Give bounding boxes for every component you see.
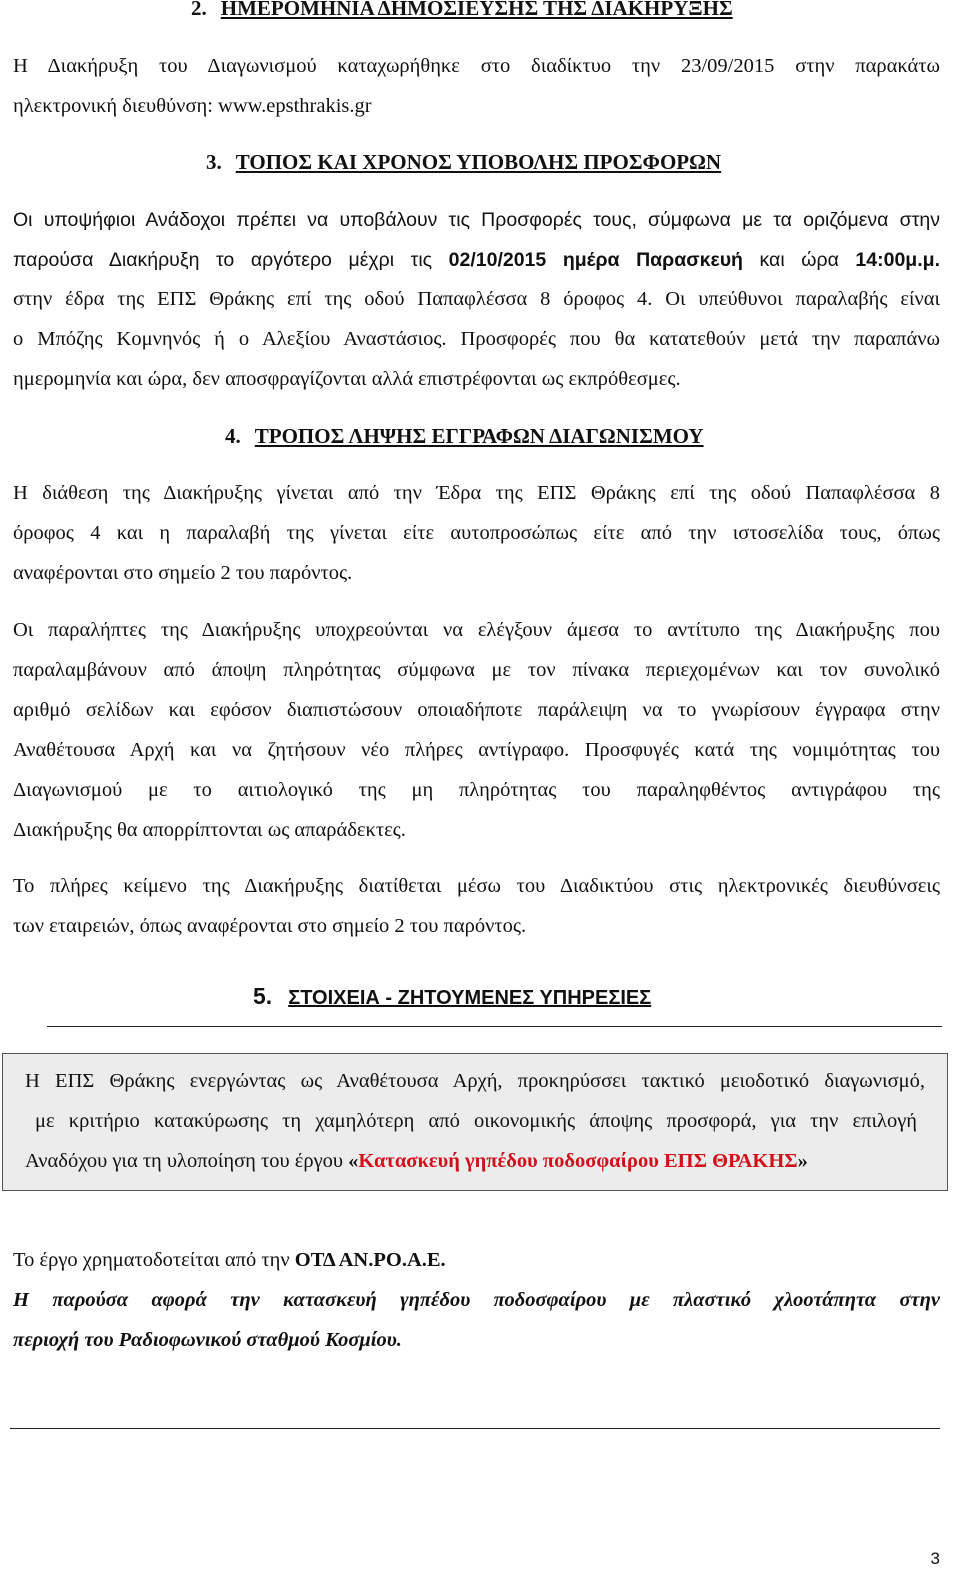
section-4-para-3-line-1: Το πλήρες κείμενο της Διακήρυξης διατίθεται μέσω του Διαδικτύου στις ηλεκτρονικές διευθύνσεις (13, 875, 940, 897)
section-4-para-2-line-4: Αναθέτουσα Αρχή και να ζητήσουν νέο πλήρες αντίγραφο. Προσφυγές κατά της νομιμότητας του (13, 739, 940, 761)
tender-box-line-3 (25, 1150, 925, 1173)
section-3-title: ΤΟΠΟΣ ΚΑΙ ΧΡΟΝΟΣ ΥΠΟΒΟΛΗΣ ΠΡΟΣΦΟΡΩΝ (235, 150, 722, 174)
section-3-line-4: ο Μπόζης Κομνηνός ή ο Αλεξίου Αναστάσιος. Προσφορές που θα κατατεθούν μετά την παραπάνω (13, 328, 940, 350)
section-5-number: 5. (253, 983, 273, 1009)
funding-line (13, 1249, 940, 1272)
section-2-line-2: ηλεκτρονική διευθύνση: www.epsthrakis.gr (13, 95, 372, 117)
funding-intro: Το έργο χρηματοδοτείται από την (13, 1249, 295, 1271)
section-4-para-2-line-5: Διαγωνισμού με το αιτιολογικό της μη πληρότητας του παραληφθέντος αντιγράφου της (13, 779, 940, 801)
section-3-number: 3. (206, 150, 222, 174)
deadline-date: 02/10/2015 ημέρα Παρασκευή (448, 249, 743, 271)
tender-box-line-2: με κριτήριο κατακύρωσης τη χαμηλότερη από οικονομικής άποψης προσφορά, για την επιλογή (35, 1110, 917, 1132)
section-5-rule (47, 1026, 942, 1027)
section-3-line-5: ημερομηνία και ώρα, δεν αποσφραγίζονται αλλά επιστρέφονται ως εκπρόθεσμες. (13, 368, 681, 390)
section-3-line-2 (13, 249, 940, 272)
section-5-title: ΣΤΟΙΧΕΙΑ - ΖΗΤΟΥΜΕΝΕΣ ΥΠΗΡΕΣΙΕΣ (288, 987, 652, 1009)
section-4-title: ΤΡΟΠΟΣ ΛΗΨΗΣ ΕΓΓΡΑΦΩΝ ΔΙΑΓΩΝΙΣΜΟΥ (254, 424, 704, 448)
section-4-para-2-line-2: παραλαμβάνουν από άποψη πληρότητας σύμφωνα με τον πίνακα περιεχομένων και τον συνολικό (13, 659, 940, 681)
deadline-time: 14:00μ.μ. (855, 249, 940, 271)
section-5-heading (253, 983, 651, 1010)
section-4-para-2-line-3: αριθμό σελίδων και εφόσον διαπιστώσουν οποιαδήποτε παράλειψη να το γνωρίσουν έγγραφα στην (13, 699, 940, 721)
section-2-heading (191, 0, 733, 21)
funding-body: ΟΤΔ ΑΝ.ΡΟ.Α.Ε. (294, 1249, 446, 1271)
footer-rule (10, 1428, 940, 1429)
section-2-line-1: Η Διακήρυξη του Διαγωνισμού καταχωρήθηκε στο διαδίκτυο την 23/09/2015 στην παρακάτω (13, 55, 940, 77)
section-4-para-3-line-2: των εταιρειών, όπως αναφέρονται στο σημείο 2 του παρόντος. (13, 915, 527, 937)
section-4-para-1-line-2: όροφος 4 και η παραλαβή της γίνεται είτε αυτοπροσώπως είτε από την ιστοσελίδα τους, όπως (13, 522, 940, 544)
deadline-time-intro: και ώρα (742, 249, 856, 271)
section-4-para-1-line-3: αναφέρονται στο σημείο 2 του παρόντος. (13, 562, 353, 584)
section-4-number: 4. (225, 424, 241, 448)
section-3-heading (206, 150, 721, 175)
section-4-heading (225, 424, 704, 449)
section-2-number: 2. (191, 0, 207, 20)
project-title: Κατασκευή γηπέδου ποδοσφαίρου ΕΠΣ ΘΡΑΚΗΣ (358, 1150, 798, 1172)
section-4-para-1-line-1: Η διάθεση της Διακήρυξης γίνεται από την Έδρα της ΕΠΣ Θράκης επί της οδού Παπαφλέσσα 8 (13, 482, 940, 504)
section-3-line-1: Οι υποψήφιοι Ανάδοχοι πρέπει να υποβάλουν τις Προσφορές τους, σύμφωνα με τα οριζόμενα στην (13, 209, 940, 231)
summary-line-1: Η παρούσα αφορά την κατασκευή γηπέδου ποδοσφαίρου με πλαστικό χλοοτάπητα στην (13, 1289, 940, 1311)
section-4-para-2-line-1: Οι παραλήπτες της Διακήρυξης υποχρεούνται να ελέγξουν άμεσα το αντίτυπο της Διακήρυξης που (13, 619, 940, 641)
section-4-para-2-line-6: Διακήρυξης θα απορρίπτονται ως απαράδεκτες. (13, 819, 406, 841)
deadline-intro: παρούσα Διακήρυξη το αργότερο μέχρι τις (13, 249, 449, 271)
page-number: 3 (930, 1549, 940, 1568)
tender-summary-box (2, 1053, 948, 1191)
section-2-title: ΗΜΕΡΟΜΗΝΙΑ ΔΗΜΟΣΙΕΥΣΗΣ ΤΗΣ ΔΙΑΚΗΡΥΞΗΣ (220, 0, 733, 20)
project-open-quote: « (348, 1150, 359, 1172)
project-close-quote: » (797, 1150, 808, 1172)
project-intro: Αναδόχου για τη υλοποίηση του έργου (25, 1150, 349, 1172)
section-3-line-3: στην έδρα της ΕΠΣ Θράκης επί της οδού Παπαφλέσσα 8 όροφος 4. Οι υπεύθυνοι παραλαβής είναι (13, 288, 940, 310)
tender-box-line-1: Η ΕΠΣ Θράκης ενεργώντας ως Αναθέτουσα Αρχή, προκηρύσσει τακτικό μειοδοτικό διαγωνισμό, (25, 1070, 925, 1092)
summary-line-2: περιοχή του Ραδιοφωνικού σταθμού Κοσμίου. (13, 1329, 402, 1351)
